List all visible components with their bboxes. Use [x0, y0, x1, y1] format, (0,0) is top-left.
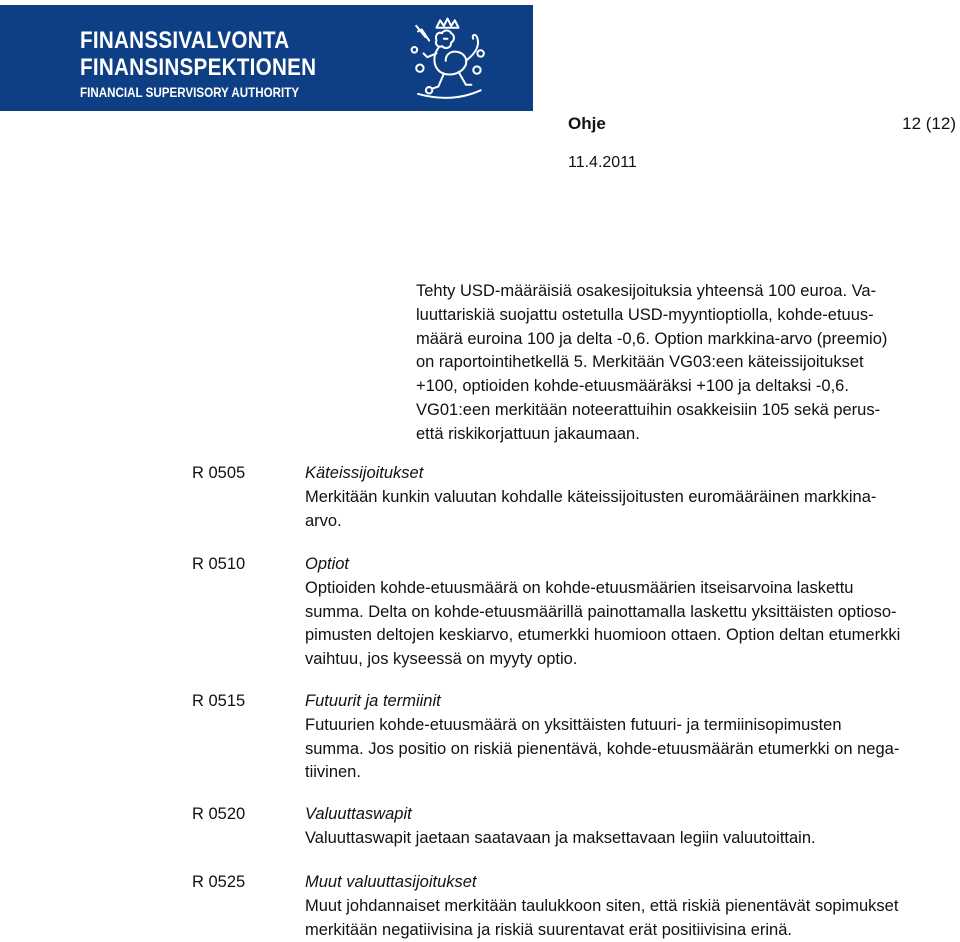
section-title: Muut valuuttasijoitukset [305, 873, 477, 891]
intro-line: VG01:een merkitään noteerattuihin osakkeisiin 105 sekä perus- [416, 400, 881, 419]
section-text-line: pimusten deltojen keskiarvo, etumerkki huomioon ottaen. Option deltan etumerkki [305, 626, 901, 645]
section-code: R 0505 [192, 464, 246, 482]
section-muut-valuuttasijoitukset [305, 871, 930, 942]
section-text-line: Merkitään kunkin valuutan kohdalle käteissijoitusten euromääräinen markkina- [305, 487, 877, 506]
intro-line: että riskikorjattuun jakaumaan. [416, 424, 640, 443]
section-kateissijoitukset [305, 462, 930, 533]
section-valuuttaswapit [305, 803, 930, 851]
section-text-line: tiivinen. [305, 763, 361, 782]
intro-line: määrä euroina 100 ja delta -0,6. Option markkina-arvo (preemio) [416, 329, 888, 348]
section-text-line: merkitään negatiivisina ja riskiä suurentavat erät positiivisina erinä. [305, 920, 792, 939]
coat-of-arms-icon [400, 13, 495, 105]
logo-line-finnish: FINANSSIVALVONTA [80, 27, 290, 54]
header-logo-banner [0, 5, 533, 111]
document-title: Ohje [568, 114, 606, 133]
section-futuurit-ja-termiinit [305, 690, 930, 785]
section-title: Optiot [305, 555, 350, 573]
section-text-line: summa. Delta on kohde-etuusmäärillä painottamalla laskettu yksittäisten optioso- [305, 602, 897, 621]
intro-line: luuttariskiä suojattu ostetulla USD-myyntioptiolla, kohde-etuus- [416, 305, 874, 324]
intro-line: on raportointihetkellä 5. Merkitään VG03:een käteissijoitukset [416, 353, 864, 372]
intro-line: +100, optioiden kohde-etuusmääräksi +100 ja deltaksi -0,6. [416, 377, 849, 396]
logo-line-english: FINANCIAL SUPERVISORY AUTHORITY [80, 85, 300, 100]
logo-line-swedish: FINANSINSPEKTIONEN [80, 54, 317, 81]
section-text-line: Optioiden kohde-etuusmäärä on kohde-etuusmäärien itseisarvoina laskettu [305, 578, 854, 597]
section-text-line: vaihtuu, jos kyseessä on myyty optio. [305, 650, 578, 669]
section-text-line: Futuurien kohde-etuusmäärä on yksittäisten futuuri- ja termiinisopimusten [305, 715, 842, 734]
page-number: 12 (12) [902, 114, 956, 133]
section-title: Valuuttaswapit [305, 805, 412, 823]
section-text-line: Muut johdannaiset merkitään taulukkoon siten, että riskiä pienentävät sopimukset [305, 896, 899, 915]
logo-text [80, 27, 355, 103]
section-optiot [305, 553, 930, 672]
intro-line: Tehty USD-määräisiä osakesijoituksia yhteensä 100 euroa. Va- [416, 282, 877, 300]
section-code: R 0510 [192, 555, 246, 573]
section-text-line: summa. Jos positio on riskiä pienentävä, kohde-etuusmäärän etumerkki on nega- [305, 739, 900, 758]
section-code: R 0525 [192, 873, 246, 891]
section-code: R 0515 [192, 692, 246, 710]
section-code: R 0520 [192, 805, 246, 823]
section-title: Käteissijoitukset [305, 464, 424, 482]
section-title: Futuurit ja termiinit [305, 692, 441, 710]
section-text-line: Valuuttaswapit jaetaan saatavaan ja maksettavaan legiin valuutoittain. [305, 828, 816, 847]
document-date: 11.4.2011 [568, 154, 637, 171]
section-text-line: arvo. [305, 511, 342, 530]
intro-paragraph [416, 280, 921, 447]
